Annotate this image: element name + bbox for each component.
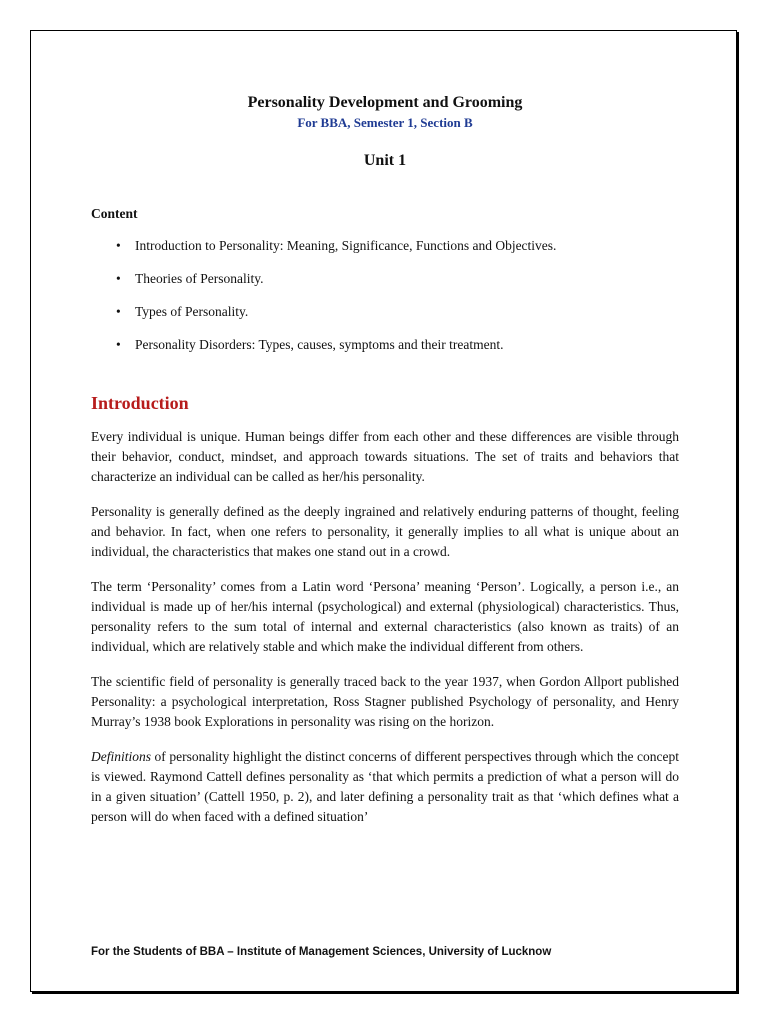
- document-title: Personality Development and Grooming: [247, 94, 523, 111]
- paragraph: The term ‘Personality’ comes from a Latin word ‘Persona’ meaning ‘Person’. Logically, a person i.e., an individual is made up of her/his internal (psychological) and external (physiological) characteristics. Thus, personality refers to the sum total of internal and external characteristics (also known as traits) of an individual, which are relatively stable and which make the individual different from others.: [91, 579, 679, 654]
- section-heading-introduction: Introduction: [91, 393, 189, 413]
- list-item: [116, 303, 679, 321]
- page-footer: For the Students of BBA – Institute of Management Sciences, University of Lucknow: [91, 946, 552, 958]
- paragraph-definitions: [91, 747, 679, 827]
- document-subtitle: For BBA, Semester 1, Section B: [297, 115, 473, 130]
- list-item: [116, 270, 679, 288]
- list-item: [116, 237, 679, 255]
- unit-title: Unit 1: [363, 152, 407, 169]
- bullet-icon: •: [116, 304, 121, 319]
- topic-text: Theories of Personality.: [135, 271, 264, 286]
- bullet-icon: •: [116, 238, 121, 253]
- definitions-text: of personality highlight the distinct concerns of different perspectives through which the concept is viewed. Raymond Cattell defines personality as ‘that which permits a prediction of what a person will do in a given situation’ (Cattell 1950, p. 2), and later defining a personality trait as that ‘which defines what a person will do when faced with a defined situation’: [91, 749, 679, 824]
- paragraph: Personality is generally defined as the deeply ingrained and relatively enduring patterns of thought, feeling and behavior. In fact, when one refers to personality, it generally implies to all what is unique about an individual, the characteristics that makes one stand out in a crowd.: [91, 504, 679, 559]
- definitions-lead: Definitions: [91, 749, 151, 764]
- paragraph: The scientific field of personality is generally traced back to the year 1937, when Gordon Allport published Personality: a psychological interpretation, Ross Stagner published Psychology of personality, and Henry Murray’s 1938 book Explorations in personality was rising on the horizon.: [91, 674, 679, 729]
- topic-text: Types of Personality.: [135, 304, 249, 319]
- topics-list: [91, 237, 679, 354]
- topic-text: Introduction to Personality: Meaning, Significance, Functions and Objectives.: [135, 238, 557, 253]
- content-label: Content: [91, 206, 138, 221]
- paragraph: Every individual is unique. Human beings differ from each other and these differences are visible through their behavior, conduct, mindset, and approach towards situations. The set of traits and behaviors that characterize an individual can be called as her/his personality.: [91, 429, 679, 484]
- bullet-icon: •: [116, 271, 121, 286]
- list-item: [116, 336, 679, 354]
- bullet-icon: •: [116, 337, 121, 352]
- topic-text: Personality Disorders: Types, causes, symptoms and their treatment.: [135, 337, 504, 352]
- document-body: [91, 92, 679, 827]
